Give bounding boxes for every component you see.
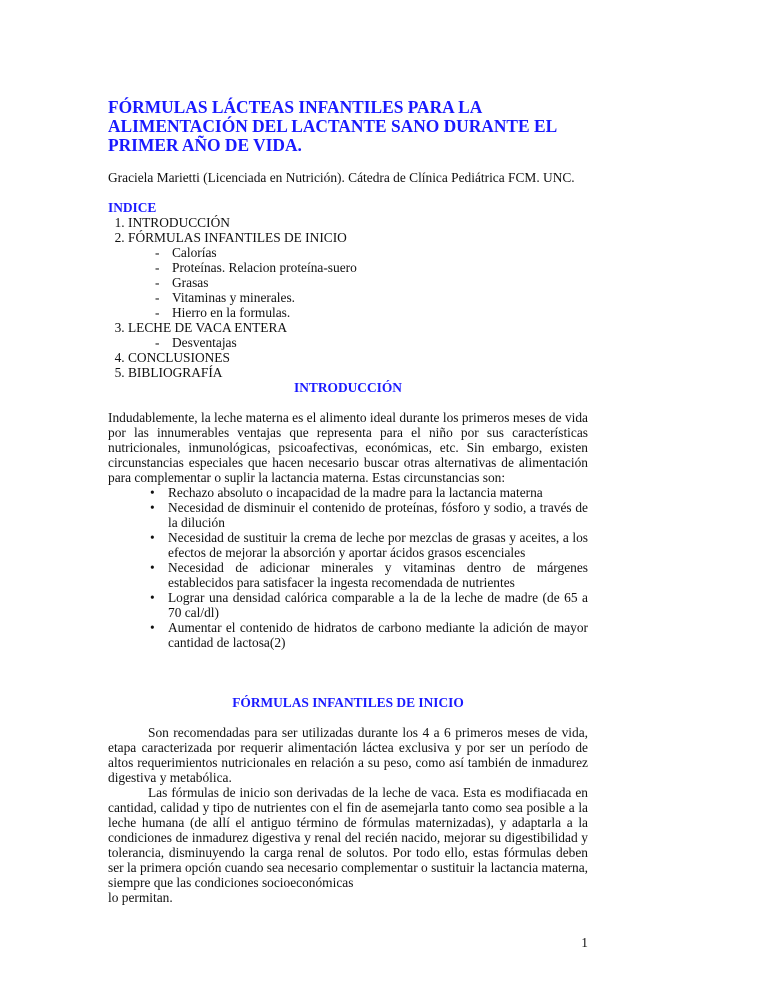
index-subitem: - Hierro en la formulas. [172, 305, 588, 320]
bullet-item: • Necesidad de sustituir la crema de leche por mezclas de grasas y aceites, a los efectos de mejorar la absorción y aportar ácidos grasos escenciales [168, 530, 588, 560]
index-subitem: - Desventajas [172, 335, 588, 350]
index-item-label: BIBLIOGRAFÍA [128, 365, 223, 380]
index-heading: INDICE [108, 200, 157, 215]
index-item [128, 350, 588, 365]
index-subitem: - Proteínas. Relacion proteína-suero [172, 260, 588, 275]
index-item-label: LECHE DE VACA ENTERA [128, 320, 288, 335]
index-subitem: - Vitaminas y minerales. [172, 290, 588, 305]
index-item [128, 215, 588, 230]
bullet-item: • Necesidad de disminuir el contenido de proteínas, fósforo y sodio, a través de la dilución [168, 500, 588, 530]
author-line: Graciela Marietti (Licenciada en Nutrición). Cátedra de Clínica Pediátrica FCM. UNC. [108, 170, 575, 185]
index-item [128, 365, 588, 380]
bullet-item: • Lograr una densidad calórica comparable a la de la leche de madre (de 65 a 70 cal/dl) [168, 590, 588, 620]
intro-bullets [108, 485, 588, 650]
index-item [128, 230, 588, 320]
formulas-section [108, 725, 588, 905]
index-list [108, 215, 588, 380]
formulas-paragraph-3: lo permitan. [108, 890, 173, 905]
index-sublist [128, 335, 588, 350]
index-item [128, 320, 588, 350]
index-subitem: - Grasas [172, 275, 588, 290]
bullet-item: • Necesidad de adicionar minerales y vitaminas dentro de márgenes establecidos para satisfacer la ingesta recomendada de nutrientes [168, 560, 588, 590]
document-body [108, 98, 588, 950]
document-title: FÓRMULAS LÁCTEAS INFANTILES PARA LA ALIMENTACIÓN DEL LACTANTE SANO DURANTE EL PRIMER AÑO DE VIDA. [108, 97, 557, 155]
index-subitem: - Calorías [172, 245, 588, 260]
page-number: 1 [581, 935, 588, 950]
bullet-item: • Rechazo absoluto o incapacidad de la madre para la lactancia materna [168, 485, 588, 500]
index-sublist [128, 245, 588, 320]
bullet-item: • Aumentar el contenido de hidratos de carbono mediante la adición de mayor cantidad de lactosa(2) [168, 620, 588, 650]
index-item-label: CONCLUSIONES [128, 350, 230, 365]
index-item-label: FÓRMULAS INFANTILES DE INICIO [128, 230, 347, 245]
formulas-paragraph-2: Las fórmulas de inicio son derivadas de la leche de vaca. Esta es modifiacada en cantidad, calidad y tipo de nutrientes con el fin de asemejarla tanto como sea posible a la leche humana (de allí el antiguo término de fórmulas maternizadas), y adaptarla a la condiciones de inmadurez digestiva y renal del recién nacido, mejorar su digestibilidad y tolerancia, disminuyendo la carga renal de solutos. Por todo ello, estas fórmulas deben ser la primera opción cuando sea necesario complementar o sustituir la lactancia materna, siempre que las condiciones socioeconómicas [108, 785, 588, 890]
intro-heading: INTRODUCCIÓN [294, 380, 402, 395]
index-item-label: INTRODUCCIÓN [128, 215, 230, 230]
index-section [108, 200, 588, 380]
intro-paragraph: Indudablemente, la leche materna es el alimento ideal durante los primeros meses de vida por las innumerables ventajas que representa para el niño por sus características nutricionales, inmunológicas, psicoafectivas, económicas, etc. Sin embargo, existen circunstancias especiales que hacen necesario buscar otras alternativas de alimentación para complementar o suplir la lactancia materna. Estas circunstancias son: [108, 410, 588, 485]
formulas-heading: FÓRMULAS INFANTILES DE INICIO [232, 695, 464, 710]
intro-section [108, 410, 588, 650]
formulas-paragraph-1: Son recomendadas para ser utilizadas durante los 4 a 6 primeros meses de vida, etapa caracterizada por requerir alimentación láctea exclusiva y por ser un período de altos requerimientos nutricionales en relación a su peso, como así también de inmadurez digestiva y metabólica. [108, 725, 588, 785]
